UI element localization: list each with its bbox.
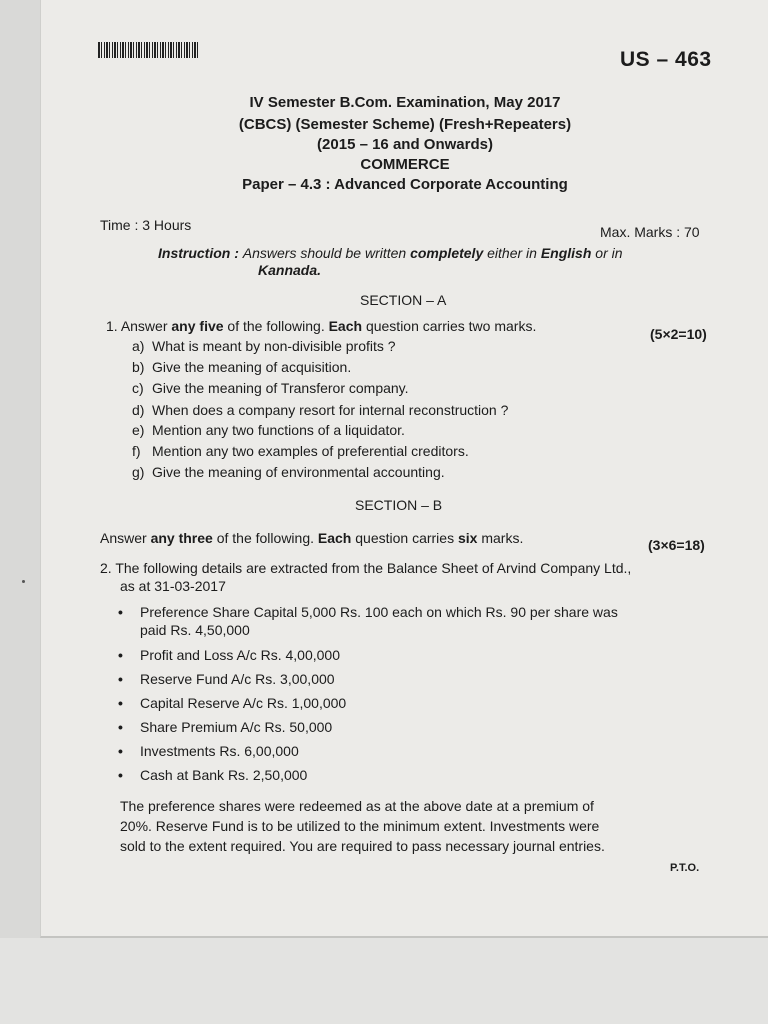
max-marks-label: Max. Marks : 70: [600, 224, 700, 240]
item-text: Give the meaning of acquisition.: [152, 359, 352, 375]
sb-text-end: marks.: [477, 530, 524, 546]
bullet-icon: •: [118, 647, 123, 663]
paper-code: US – 463: [620, 48, 712, 71]
item-label: c): [132, 380, 144, 396]
instruction-text: Answers should be written: [242, 245, 411, 261]
item-label: e): [132, 422, 145, 438]
scheme-line: (CBCS) (Semester Scheme) (Fresh+Repeaters): [238, 116, 572, 133]
list-item: [132, 338, 396, 354]
list-item: [118, 671, 335, 687]
exam-title: IV Semester B.Com. Examination, May 2017: [249, 94, 561, 111]
bullet-icon: •: [118, 767, 123, 783]
section-b-title: SECTION – B: [355, 497, 443, 513]
section-b-marks: (3×6=18): [648, 537, 705, 553]
time-label: Time : 3 Hours: [100, 217, 192, 233]
bullet-icon: •: [118, 671, 123, 687]
instruction-english: English: [540, 245, 592, 261]
list-item: [132, 464, 445, 480]
list-item: [132, 443, 469, 459]
item-label: a): [132, 338, 145, 354]
instruction-text-3: or in: [591, 245, 623, 261]
bullet-icon: •: [118, 604, 123, 620]
section-a-marks: (5×2=10): [650, 326, 707, 342]
closing-line-1: The preference shares were redeemed as at the above date at a premium of: [120, 798, 594, 814]
barcode: [98, 42, 198, 58]
section-a-title: SECTION – A: [360, 292, 447, 308]
item-label: d): [132, 402, 145, 418]
years-line: (2015 – 16 and Onwards): [317, 136, 493, 153]
item-text: What is meant by non-divisible profits ?: [152, 338, 396, 354]
instruction-text-2: either in: [483, 245, 541, 261]
bullet-icon: •: [118, 719, 123, 735]
bullet-icon: •: [118, 695, 123, 711]
bullet-icon: •: [118, 743, 123, 759]
list-item: [132, 359, 351, 375]
item-text: When does a company resort for internal reconstruction ?: [152, 402, 509, 418]
item-label: g): [132, 464, 145, 480]
sb-text-post: question carries: [351, 530, 458, 546]
scan-speck: [22, 580, 25, 583]
subject-title: COMMERCE: [360, 156, 450, 173]
question-1: [106, 318, 536, 334]
question-number: 2.: [100, 560, 112, 576]
bullet-text: Preference Share Capital 5,000 Rs. 100 each on which Rs. 90 per share was: [140, 604, 618, 620]
list-item: [118, 695, 346, 711]
sb-any-three: any three: [150, 530, 213, 546]
q1-each: Each: [328, 318, 363, 334]
list-item: [118, 719, 332, 735]
sb-text-mid: of the following.: [212, 530, 318, 546]
closing-line-2: 20%. Reserve Fund is to be utilized to the minimum extent. Investments were: [120, 818, 600, 834]
q1-any-five: any five: [171, 318, 224, 334]
instruction-label: Instruction :: [158, 245, 239, 261]
list-item-continuation: paid Rs. 4,50,000: [140, 622, 250, 638]
section-b-instruction: [100, 530, 523, 546]
item-text: Mention any two examples of preferential creditors.: [152, 443, 469, 459]
bullet-text: Profit and Loss A/c Rs. 4,00,000: [140, 647, 341, 663]
bullet-text: Capital Reserve A/c Rs. 1,00,000: [140, 695, 347, 711]
question-2: [100, 560, 631, 576]
q1-text-post: question carries two marks.: [362, 318, 537, 334]
list-item: [132, 380, 409, 396]
list-item: [118, 604, 618, 620]
question-number: 1.: [106, 318, 118, 334]
instruction-emphasis: completely: [410, 245, 484, 261]
scanner-background: [0, 938, 768, 1024]
instruction-kannada: Kannada.: [258, 262, 322, 278]
instruction-line-2: [258, 262, 321, 278]
bullet-text: Reserve Fund A/c Rs. 3,00,000: [140, 671, 335, 687]
item-text: Mention any two functions of a liquidator.: [152, 422, 405, 438]
q2-line-1: The following details are extracted from the Balance Sheet of Arvind Company Ltd.,: [115, 560, 632, 576]
bullet-text: Cash at Bank Rs. 2,50,000: [140, 767, 308, 783]
closing-line-3: sold to the extent required. You are required to pass necessary journal entries.: [120, 838, 605, 854]
list-item: [132, 402, 508, 418]
sb-each: Each: [317, 530, 352, 546]
item-label: b): [132, 359, 145, 375]
list-item: [118, 647, 340, 663]
paper-title: Paper – 4.3 : Advanced Corporate Accounting: [242, 176, 568, 193]
bullet-text: Investments Rs. 6,00,000: [140, 743, 299, 759]
instruction: [158, 245, 698, 261]
sb-text: Answer: [100, 530, 151, 546]
item-text: Give the meaning of Transferor company.: [152, 380, 409, 396]
sb-six: six: [457, 530, 478, 546]
list-item: [132, 422, 405, 438]
bullet-text: Share Premium A/c Rs. 50,000: [140, 719, 333, 735]
pto-label: P.T.O.: [670, 862, 700, 874]
list-item: [118, 767, 307, 783]
item-text: Give the meaning of environmental accounting.: [152, 464, 445, 480]
q1-text-mid: of the following.: [223, 318, 329, 334]
q2-line-2: as at 31-03-2017: [120, 578, 226, 594]
q1-text: Answer: [120, 318, 172, 334]
item-label: f): [132, 443, 141, 459]
list-item: [118, 743, 299, 759]
